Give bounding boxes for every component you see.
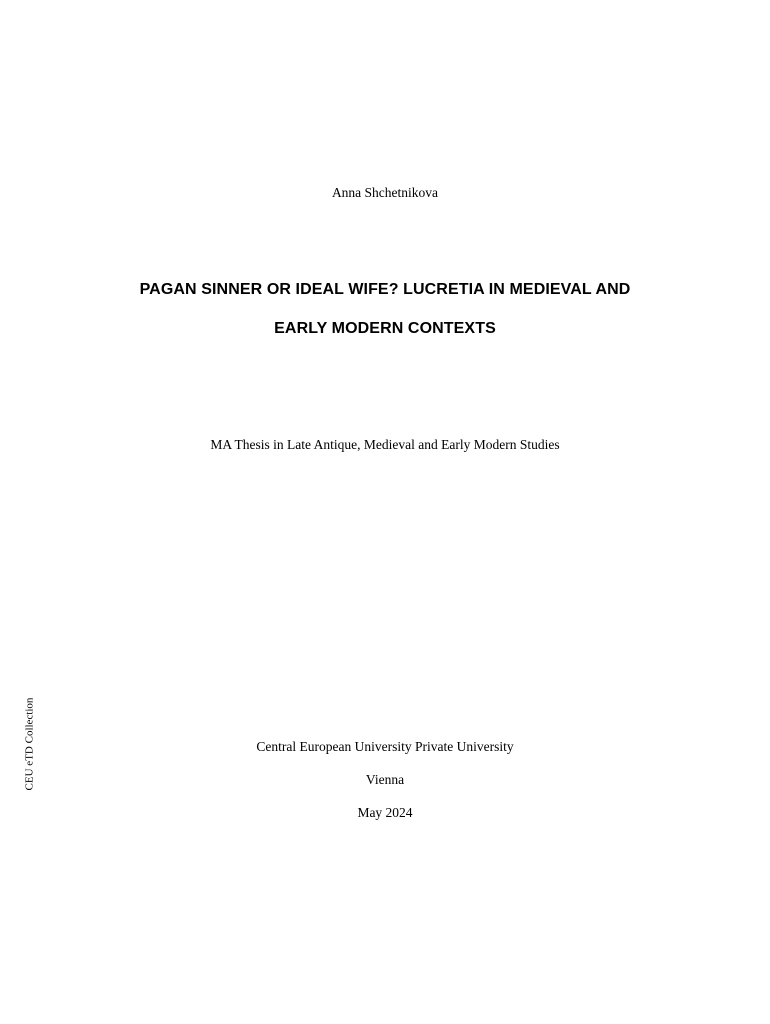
submission-date: May 2024 xyxy=(357,805,413,820)
institution-name: Central European University Private University xyxy=(256,739,514,754)
thesis-title-line-2: EARLY MODERN CONTEXTS xyxy=(274,320,496,337)
thesis-title-line-1: PAGAN SINNER OR IDEAL WIFE? LUCRETIA IN MEDIEVAL AND xyxy=(139,281,631,298)
author-name: Anna Shchetnikova xyxy=(331,185,439,200)
collection-side-stamp: CEU eTD Collection xyxy=(23,697,36,791)
degree-description: MA Thesis in Late Antique, Medieval and Early Modern Studies xyxy=(210,437,560,452)
city-name: Vienna xyxy=(365,772,405,787)
